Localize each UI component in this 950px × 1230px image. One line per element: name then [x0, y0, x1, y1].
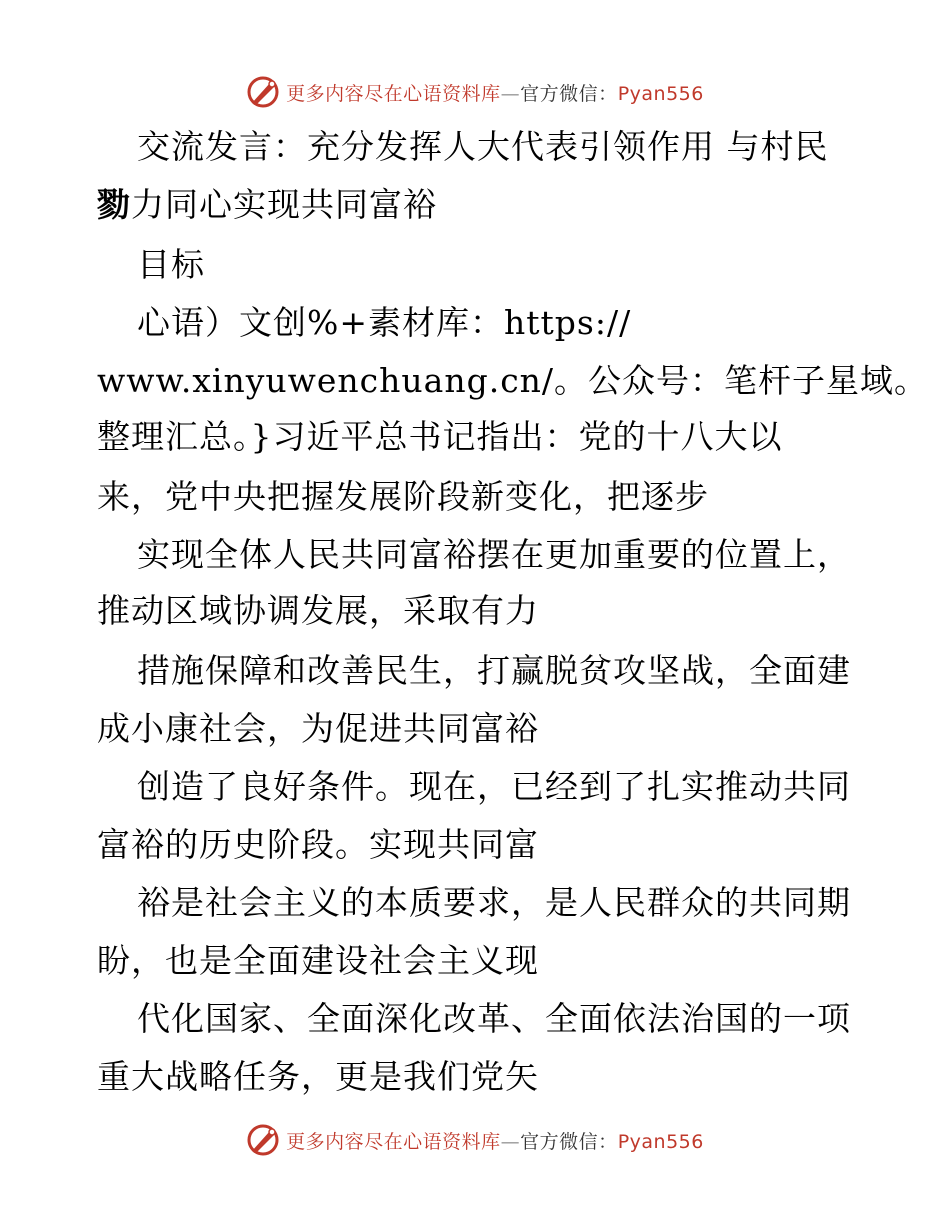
- banner-text: [286, 79, 704, 106]
- body-line-17: 重大战略任务，更是我们党矢: [97, 1057, 539, 1096]
- banner-official-label: 官方微信：: [520, 82, 618, 105]
- body-line-10: 措施保障和改善民生，打赢脱贫攻坚战，全面建: [137, 651, 851, 690]
- bold-character: 勠: [97, 185, 131, 224]
- banner-text: [286, 1127, 704, 1154]
- body-line-16: 代化国家、全面深化改革、全面依法治国的一项: [137, 999, 851, 1038]
- banner-wechat-id: Pyan556: [617, 1130, 704, 1153]
- banner-dash: —: [500, 82, 521, 105]
- body-line-13: 富裕的历史阶段。实现共同富: [97, 825, 539, 864]
- quill-logo-icon: [246, 1123, 280, 1157]
- banner-dash: —: [500, 1130, 521, 1153]
- body-line-3: 目标: [137, 245, 205, 284]
- body-line-14: 裕是社会主义的本质要求，是人民群众的共同期: [137, 883, 851, 922]
- body-line-4: 心语）文创%+素材库：https://: [137, 303, 632, 342]
- body-line-1: 交流发言：充分发挥人大代表引领作用 与村民: [137, 127, 829, 166]
- body-line-11: 成小康社会，为促进共同富裕: [97, 709, 539, 748]
- body-line-2-text: 力同心实现共同富裕: [131, 185, 437, 224]
- banner-official-label: 官方微信：: [520, 1130, 618, 1153]
- body-line-15: 盼，也是全面建设社会主义现: [97, 941, 539, 980]
- banner-main-text: 更多内容尽在心语资料库: [286, 1130, 501, 1153]
- body-line-5: www.xinyuwenchuang.cn/。公众号：笔杆子星域。: [97, 361, 929, 400]
- body-line-12: 创造了良好条件。现在，已经到了扎实推动共同: [137, 767, 851, 806]
- quill-logo-icon: [246, 75, 280, 109]
- banner-main-text: 更多内容尽在心语资料库: [286, 82, 501, 105]
- body-line-6: 整理汇总。}习近平总书记指出：党的十八大以: [97, 417, 783, 456]
- body-line-8: 实现全体人民共同富裕摆在更加重要的位置上，: [137, 535, 851, 574]
- body-line-2: [97, 178, 437, 232]
- footer-watermark-banner: [0, 1120, 950, 1160]
- body-line-7: 来，党中央把握发展阶段新变化，把逐步: [97, 477, 709, 516]
- header-watermark-banner: [0, 72, 950, 112]
- banner-wechat-id: Pyan556: [617, 82, 704, 105]
- body-line-9: 推动区域协调发展，采取有力: [97, 591, 539, 630]
